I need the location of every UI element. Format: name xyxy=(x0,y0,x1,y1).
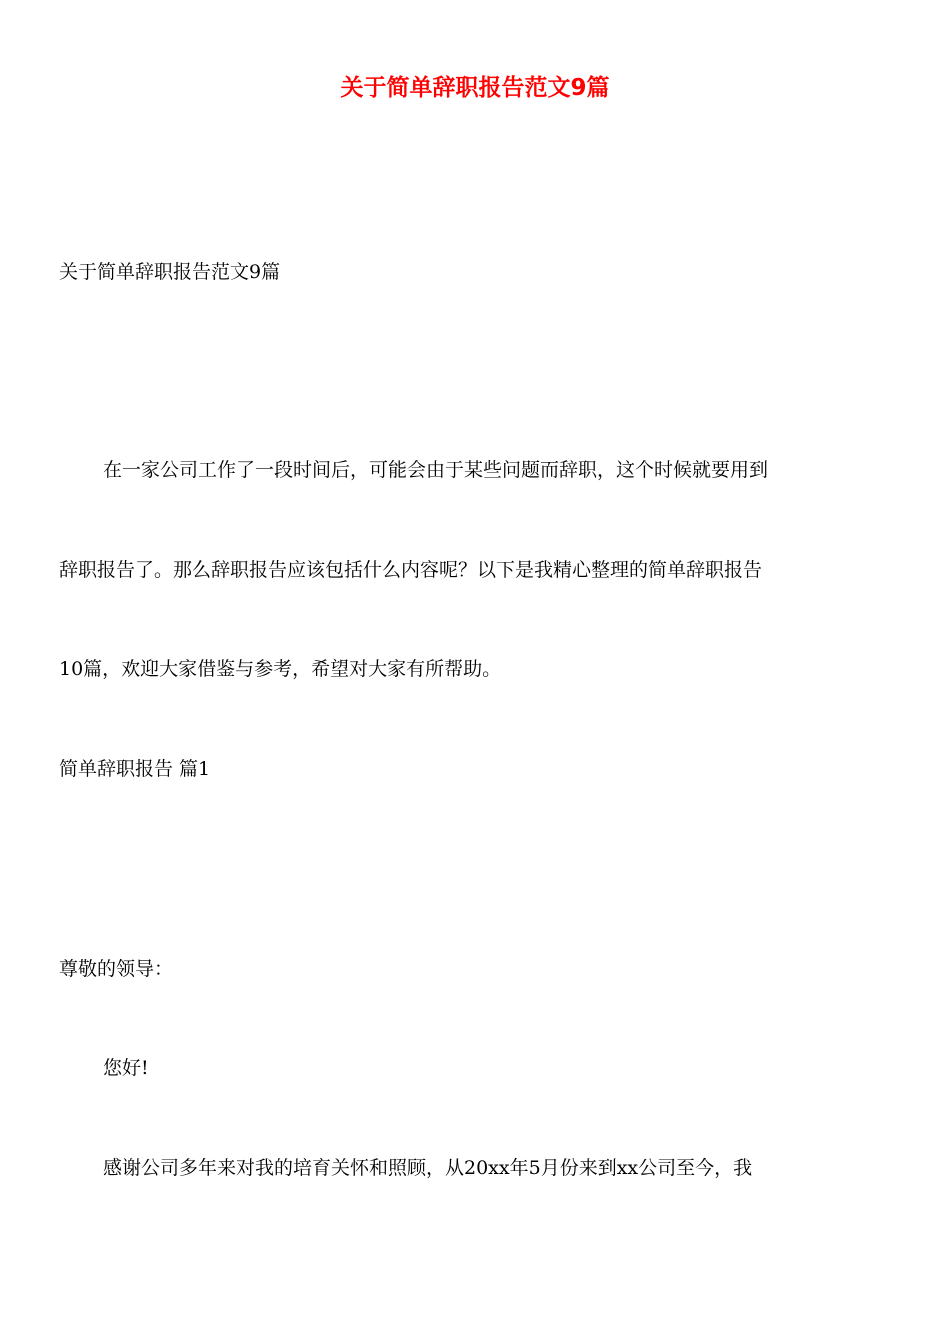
document-subtitle: 关于简单辞职报告范文9篇 xyxy=(59,261,281,283)
salutation: 尊敬的领导： xyxy=(59,958,174,980)
greeting: 您好! xyxy=(103,1057,149,1079)
body-line: 感谢公司多年来对我的培育关怀和照顾，从20xx年5月份来到xx公司至今，我 xyxy=(103,1157,753,1179)
document-title: 关于简单辞职报告范文9篇 xyxy=(340,75,610,101)
intro-line: 辞职报告了。那么辞职报告应该包括什么内容呢？以下是我精心整理的简单辞职报告 xyxy=(59,559,763,581)
intro-line: 在一家公司工作了一段时间后，可能会由于某些问题而辞职，这个时候就要用到 xyxy=(103,459,769,481)
section-heading: 简单辞职报告 篇1 xyxy=(59,758,211,780)
intro-line: 10篇，欢迎大家借鉴与参考，希望对大家有所帮助。 xyxy=(59,658,502,680)
